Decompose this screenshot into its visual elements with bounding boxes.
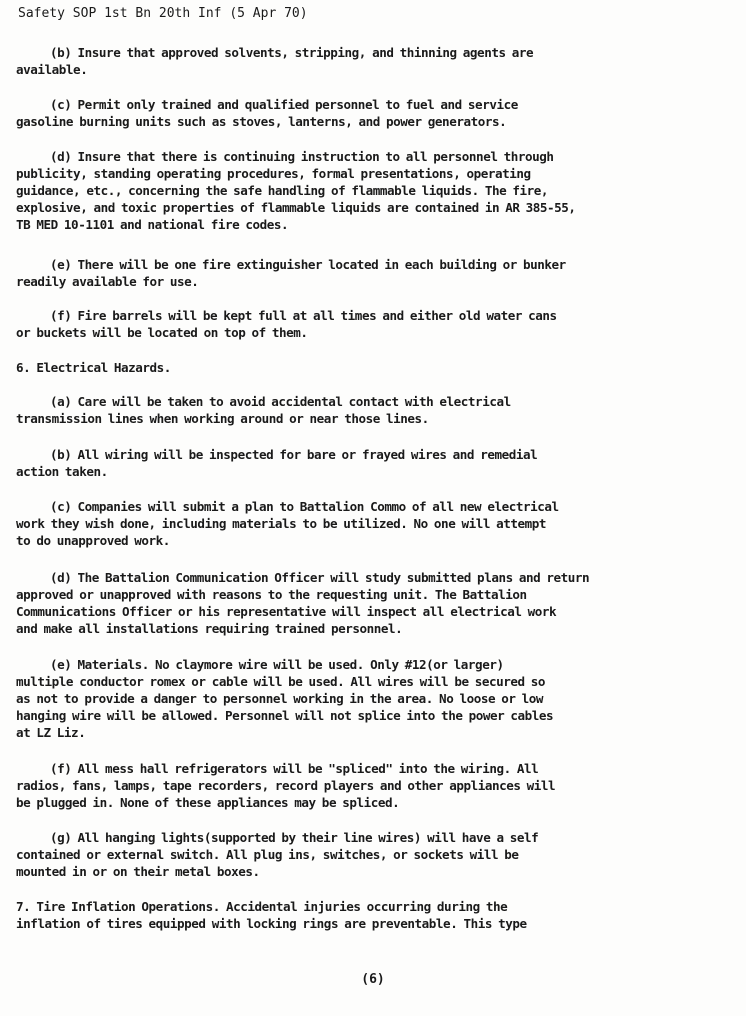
text-line: (d) Insure that there is continuing instruction to all personnel through <box>50 149 554 164</box>
text-line: (f) Fire barrels will be kept full at all times and either old water cans <box>50 308 557 323</box>
text-line: (a) Care will be taken to avoid accidental contact with electrical <box>50 394 511 409</box>
text-line: contained or external switch. All plug ins, switches, or sockets will be <box>16 847 519 862</box>
paragraph-6f-appliances <box>16 760 728 811</box>
text-line: available. <box>16 62 88 77</box>
paragraph-6c-plans <box>16 498 728 549</box>
text-line: or buckets will be located on top of them. <box>16 325 308 340</box>
text-line: work they wish done, including materials to be utilized. No one will attempt <box>16 516 547 531</box>
text-line: be plugged in. None of these appliances may be spliced. <box>16 795 400 810</box>
paragraph-e-extinguisher <box>16 256 728 290</box>
text-line: transmission lines when working around or near those lines. <box>16 411 429 426</box>
text-line: readily available for use. <box>16 274 199 289</box>
text-line: inflation of tires equipped with locking rings are preventable. This type <box>16 916 527 931</box>
text-line: action taken. <box>16 464 108 479</box>
text-line: publicity, standing operating procedures, formal presentations, operating <box>16 166 531 181</box>
text-line: to do unapproved work. <box>16 533 170 548</box>
paragraph-6g-lights <box>16 829 728 880</box>
paragraph-d-instruction <box>16 148 728 233</box>
text-line: multiple conductor romex or cable will be used. All wires will be secured so <box>16 674 546 689</box>
text-line: (b) Insure that approved solvents, stripping, and thinning agents are <box>50 45 534 60</box>
text-line: hanging wire will be allowed. Personnel will not splice into the power cables <box>16 708 554 723</box>
text-line: approved or unapproved with reasons to the requesting unit. The Battalion <box>16 587 527 602</box>
paragraph-6b-wiring <box>16 446 728 480</box>
text-line: (g) All hanging lights(supported by their line wires) will have a self <box>50 830 539 845</box>
text-line: guidance, etc., concerning the safe handling of flammable liquids. The fire, <box>16 183 549 198</box>
text-line: (d) The Battalion Communication Officer will study submitted plans and return <box>50 570 590 585</box>
text-line: 7. Tire Inflation Operations. Accidental injuries occurring during the <box>16 899 508 914</box>
text-line: (e) There will be one fire extinguisher located in each building or bunker <box>50 257 566 272</box>
text-line: (c) Permit only trained and qualified personnel to fuel and service <box>50 97 518 112</box>
text-line: radios, fans, lamps, tape recorders, record players and other appliances will <box>16 778 556 793</box>
text-line: Communications Officer or his representative will inspect all electrical work <box>16 604 557 619</box>
text-line: (b) All wiring will be inspected for bare or frayed wires and remedial <box>50 447 538 462</box>
text-line: at LZ Liz. <box>16 725 86 740</box>
text-line: mounted in or on their metal boxes. <box>16 864 260 879</box>
section-6-heading <box>16 359 728 376</box>
page-number: (6) <box>361 972 385 987</box>
paragraph-b-solvents <box>16 44 728 78</box>
text-line: as not to provide a danger to personnel working in the area. No loose or low <box>16 691 544 706</box>
text-line: (e) Materials. No claymore wire will be used. Only #12(or larger) <box>50 657 504 672</box>
text-line: gasoline burning units such as stoves, lanterns, and power generators. <box>16 114 507 129</box>
text-line: (f) All mess hall refrigerators will be "spliced" into the wiring. All <box>50 761 539 776</box>
paragraph-6e-materials <box>16 656 728 741</box>
paragraph-6d-commo-officer <box>16 569 728 637</box>
text-line: TB MED 10-1101 and national fire codes. <box>16 217 289 232</box>
text-line: and make all installations requiring trained personnel. <box>16 621 403 636</box>
paragraph-6a-contact <box>16 393 728 427</box>
document-header: Safety SOP 1st Bn 20th Inf (5 Apr 70) <box>18 6 308 21</box>
section-heading: 6. Electrical Hazards. <box>16 360 171 375</box>
text-line: explosive, and toxic properties of flammable liquids are contained in AR 385-55, <box>16 200 576 215</box>
paragraph-c-fuel <box>16 96 728 130</box>
text-line: (c) Companies will submit a plan to Battalion Commo of all new electrical <box>50 499 559 514</box>
paragraph-f-fire-barrels <box>16 307 728 341</box>
section-7-tire-inflation <box>16 898 728 932</box>
